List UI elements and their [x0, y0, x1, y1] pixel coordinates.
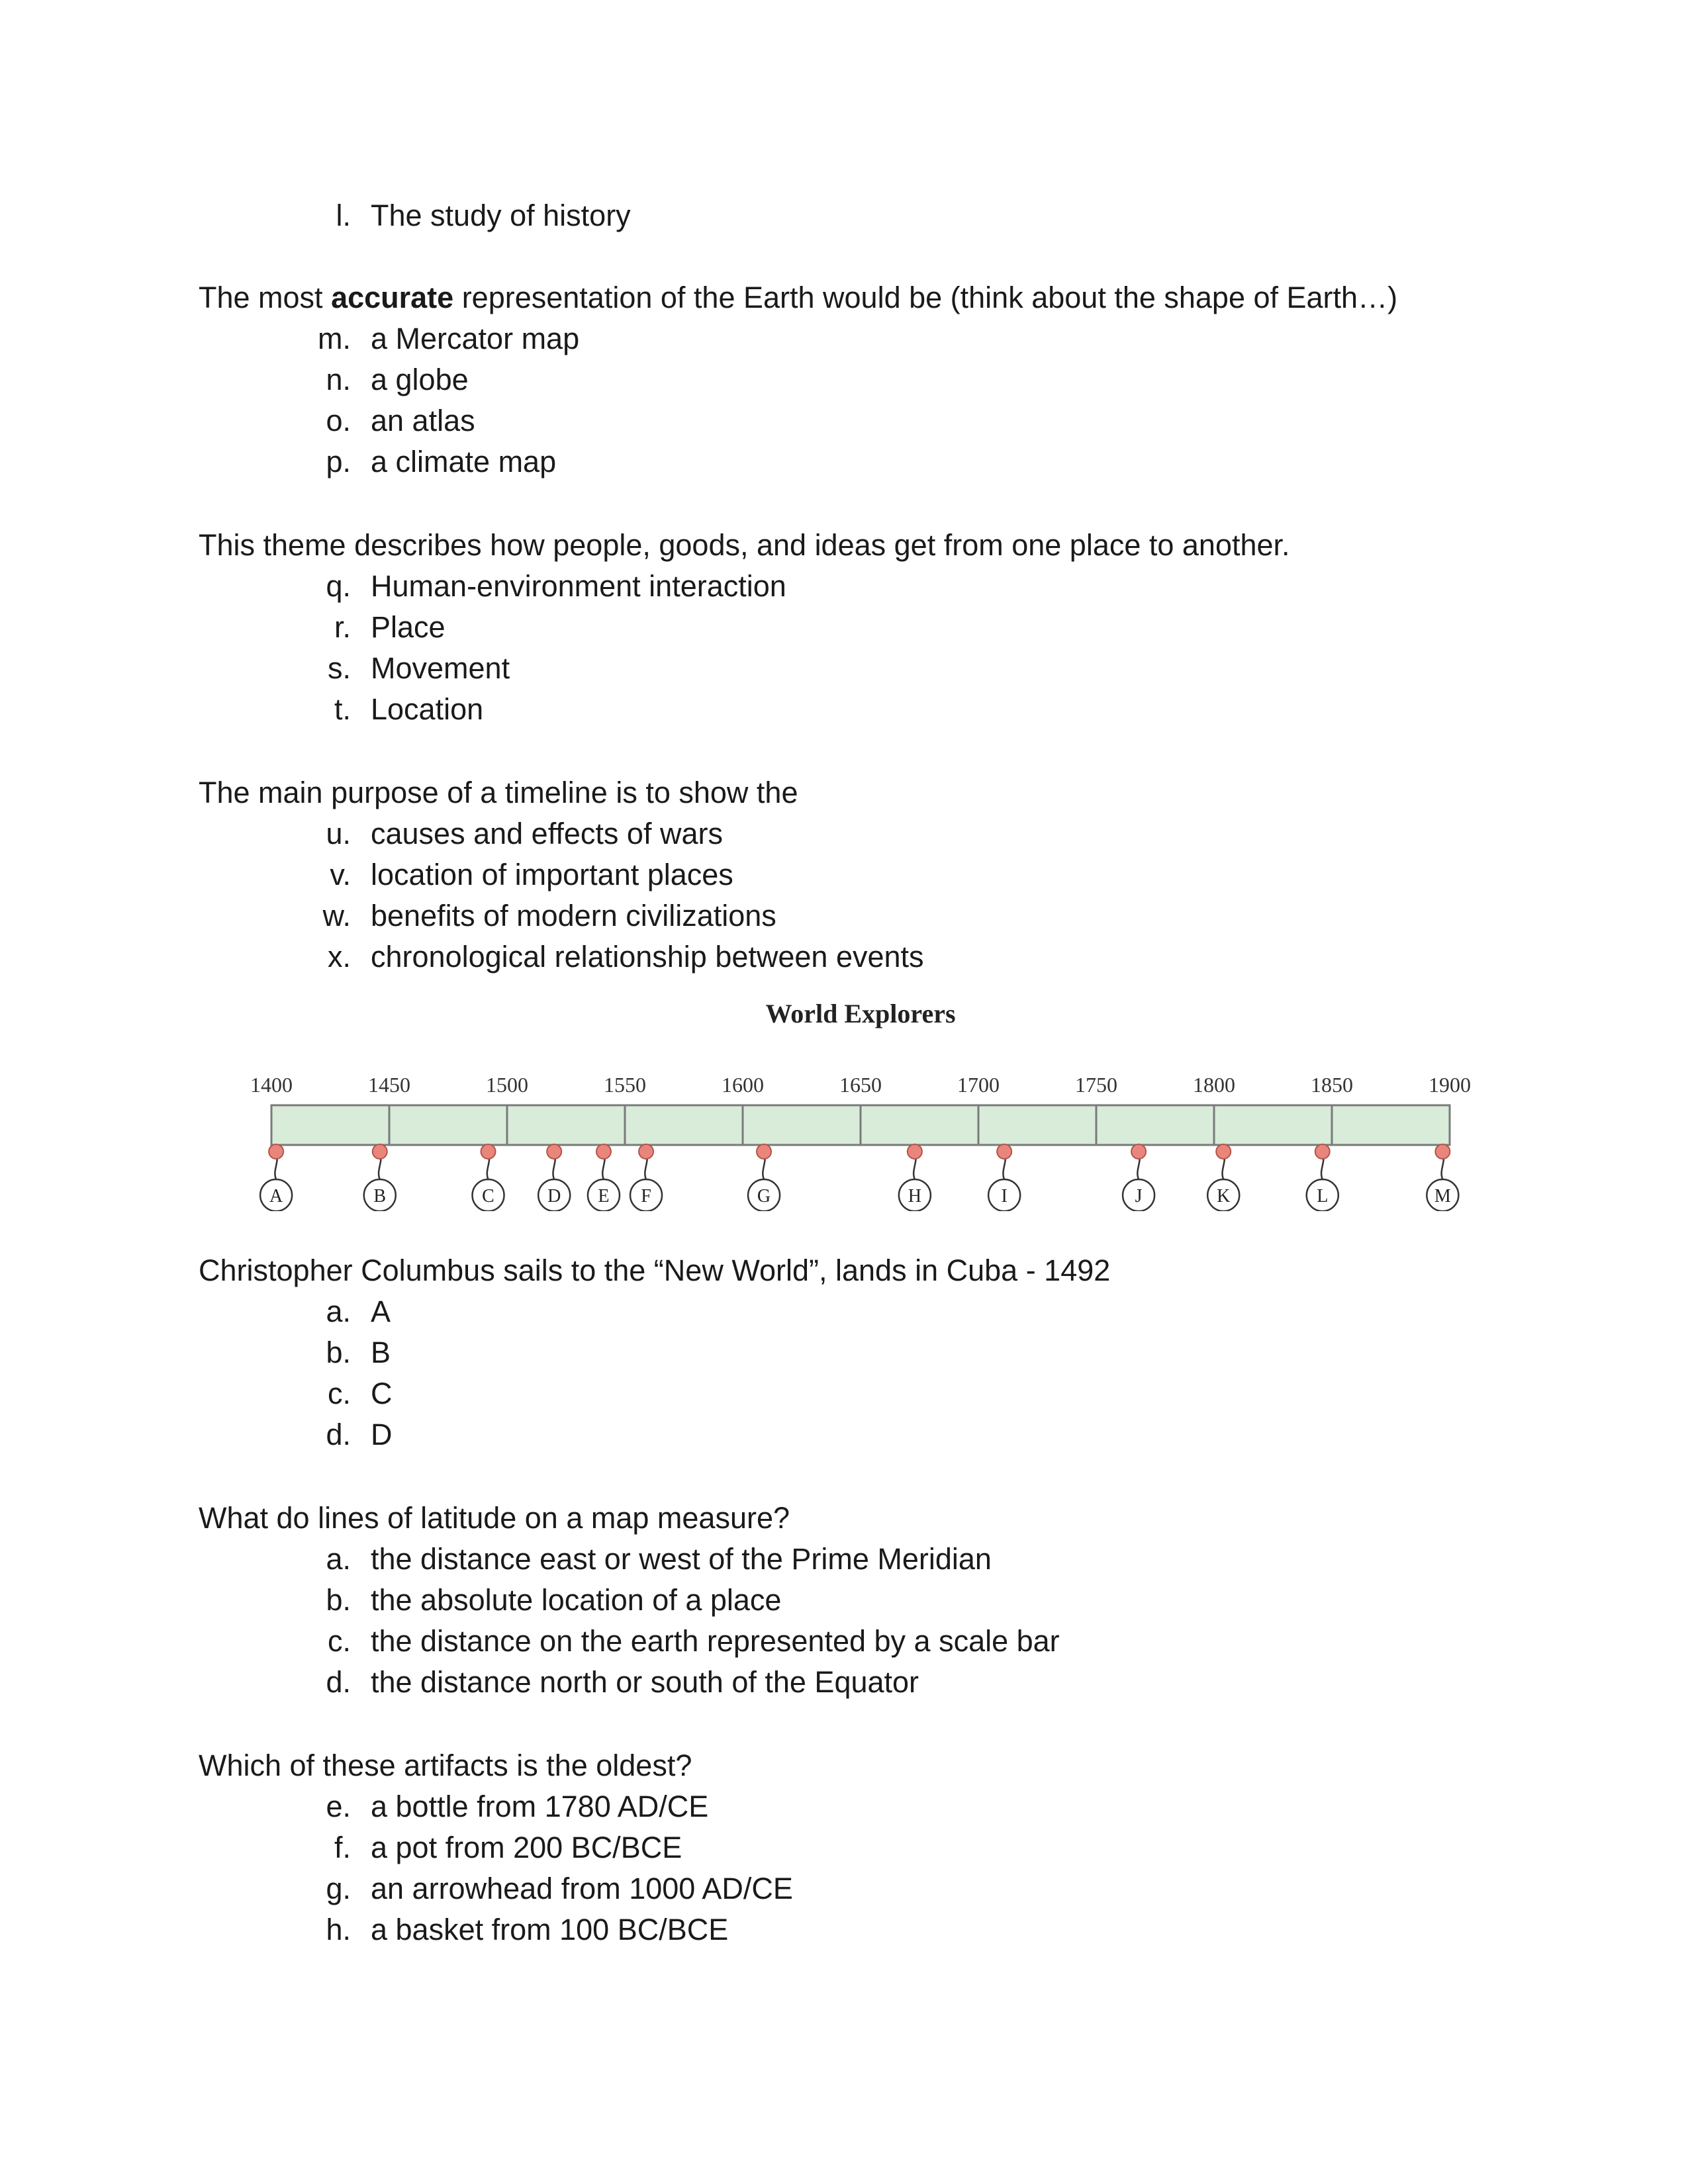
option-letter: l.: [336, 199, 351, 232]
timeline-marker-label: J: [1135, 1186, 1143, 1206]
option-text: a basket from 100 BC/BCE: [371, 1913, 729, 1946]
option-text: the distance north or south of the Equator: [371, 1665, 919, 1699]
timeline-marker-label: E: [598, 1186, 610, 1206]
timeline-marker-pin: [373, 1144, 387, 1159]
option-letter: f.: [334, 1831, 351, 1864]
question-oldest-artifact: Which of these artifacts is the oldest?: [199, 1749, 692, 1782]
timeline-marker-label: C: [482, 1186, 494, 1206]
option-letter: w.: [322, 899, 351, 933]
option-letter: u.: [326, 817, 351, 850]
option-text: a bottle from 1780 AD/CE: [371, 1790, 709, 1823]
question-columbus: Christopher Columbus sails to the “New World”, lands in Cuba - 1492: [199, 1253, 1111, 1287]
timeline-marker-pin: [1216, 1144, 1231, 1159]
option-text: chronological relationship between events: [371, 940, 924, 974]
timeline-marker-pin: [547, 1144, 561, 1159]
option-text: D: [371, 1418, 393, 1451]
timeline-year-label: 1600: [722, 1073, 764, 1097]
option-letter: g.: [326, 1872, 351, 1905]
option-letter: n.: [326, 363, 351, 396]
timeline-marker-label: M: [1434, 1186, 1451, 1206]
option-text: C: [371, 1377, 393, 1410]
timeline-marker-label: F: [641, 1186, 651, 1206]
option-letter: v.: [330, 858, 351, 891]
timeline-marker-label: L: [1317, 1186, 1329, 1206]
emphasis-accurate: accurate: [331, 281, 454, 314]
timeline-year-label: 1700: [957, 1073, 1000, 1097]
question-timeline-purpose: The main purpose of a timeline is to show the: [199, 776, 798, 809]
timeline-marker-label: A: [269, 1186, 283, 1206]
option-text: benefits of modern civilizations: [371, 899, 776, 933]
option-letter: h.: [326, 1913, 351, 1946]
option-letter: s.: [327, 651, 351, 685]
timeline-year-label: 1450: [368, 1073, 410, 1097]
option-text: the absolute location of a place: [371, 1583, 782, 1617]
option-letter: p.: [326, 445, 351, 478]
timeline-year-label: 1850: [1311, 1073, 1353, 1097]
option-letter: r.: [334, 610, 351, 644]
option-text: Human-environment interaction: [371, 569, 786, 603]
timeline-title: World Explorers: [765, 999, 956, 1028]
timeline-marker-pin: [1435, 1144, 1450, 1159]
option-text: location of important places: [371, 858, 733, 891]
option-text: The study of history: [371, 199, 631, 232]
option-letter: q.: [326, 569, 351, 603]
option-letter: t.: [334, 692, 351, 726]
timeline-marker-label: D: [547, 1186, 561, 1206]
timeline-year-label: 1800: [1193, 1073, 1235, 1097]
timeline-year-label: 1750: [1075, 1073, 1117, 1097]
timeline-marker-pin: [269, 1144, 283, 1159]
question-earth-representation: The most accurate representation of the Earth would be (think about the shape of Earth…): [199, 281, 1398, 314]
option-text: Movement: [371, 651, 510, 685]
option-letter: d.: [326, 1665, 351, 1699]
timeline-marker-label: H: [908, 1186, 921, 1206]
option-letter: a.: [326, 1542, 351, 1576]
option-text: an arrowhead from 1000 AD/CE: [371, 1872, 793, 1905]
option-letter: x.: [327, 940, 351, 974]
option-letter: e.: [326, 1790, 351, 1823]
timeline-year-label: 1900: [1429, 1073, 1471, 1097]
timeline-marker-pin: [757, 1144, 771, 1159]
question-movement-theme: This theme describes how people, goods, and ideas get from one place to another.: [199, 528, 1290, 562]
option-text: a pot from 200 BC/BCE: [371, 1831, 682, 1864]
timeline-marker-pin: [997, 1144, 1011, 1159]
option-letter: o.: [326, 404, 351, 437]
timeline-marker-pin: [596, 1144, 611, 1159]
option-text: causes and effects of wars: [371, 817, 723, 850]
option-letter: c.: [327, 1377, 351, 1410]
timeline-marker-pin: [481, 1144, 496, 1159]
option-text: an atlas: [371, 404, 475, 437]
timeline-marker-pin: [908, 1144, 922, 1159]
option-text: B: [371, 1336, 391, 1369]
timeline-year-label: 1400: [250, 1073, 293, 1097]
option-text: A: [371, 1295, 391, 1328]
timeline-year-label: 1650: [839, 1073, 882, 1097]
timeline-marker-label: K: [1217, 1186, 1231, 1206]
option-letter: b.: [326, 1336, 351, 1369]
timeline-marker-pin: [1131, 1144, 1146, 1159]
world-explorers-timeline: [238, 993, 1483, 1211]
option-text: Place: [371, 610, 445, 644]
option-letter: c.: [327, 1624, 351, 1658]
timeline-svg: [238, 993, 1483, 1211]
option-letter: m.: [318, 322, 351, 355]
timeline-marker-pin: [639, 1144, 653, 1159]
timeline-marker-label: I: [1001, 1186, 1008, 1206]
option-text: the distance east or west of the Prime Meridian: [371, 1542, 992, 1576]
timeline-year-label: 1500: [486, 1073, 528, 1097]
option-letter: d.: [326, 1418, 351, 1451]
option-letter: b.: [326, 1583, 351, 1617]
option-text: a Mercator map: [371, 322, 580, 355]
option-text: Location: [371, 692, 484, 726]
option-letter: a.: [326, 1295, 351, 1328]
timeline-marker-pin: [1315, 1144, 1330, 1159]
timeline-marker-label: G: [757, 1186, 771, 1206]
timeline-marker-label: B: [373, 1186, 387, 1206]
timeline-year-label: 1550: [604, 1073, 646, 1097]
option-text: the distance on the earth represented by a scale bar: [371, 1624, 1060, 1658]
option-text: a climate map: [371, 445, 557, 478]
option-text: a globe: [371, 363, 469, 396]
question-latitude: What do lines of latitude on a map measure?: [199, 1501, 790, 1535]
